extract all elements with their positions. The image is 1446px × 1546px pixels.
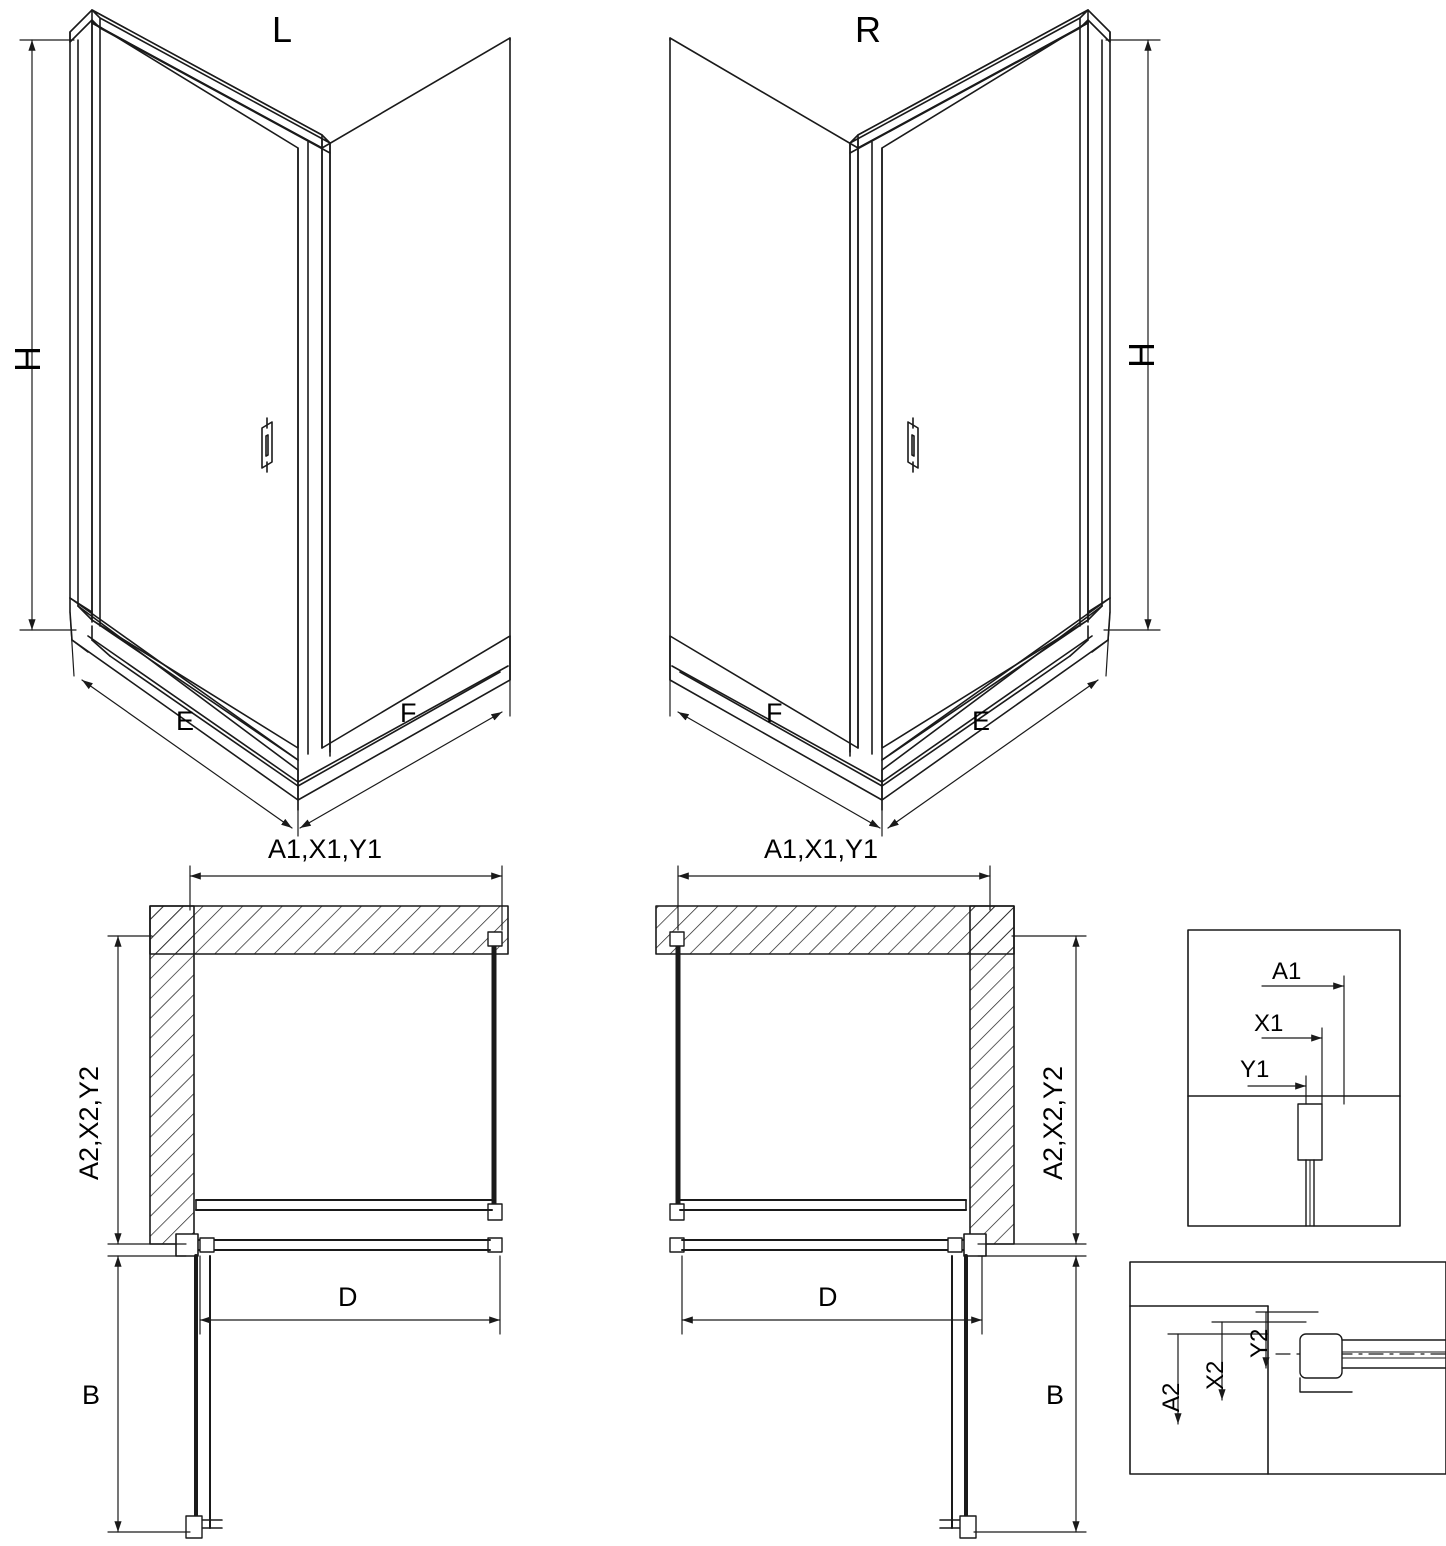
iso-left-variant-label: L [272, 9, 293, 50]
iso-left-geometry [70, 10, 510, 810]
detail-bottom-label-x2: X2 [1202, 1360, 1229, 1390]
iso-left-height-label: H [7, 346, 48, 372]
plan-left-inner-dimension-label: D [338, 1282, 358, 1312]
plan-right-inner-dimension-label: D [818, 1282, 838, 1312]
detail-top-label-y1: Y1 [1240, 1056, 1270, 1083]
plan-left-side-dimension-label: A2,X2,Y2 [74, 1065, 104, 1180]
plan-right-geometry [656, 906, 1014, 1538]
detail-bottom-geometry [1130, 1262, 1446, 1474]
iso-left-height-dimension [20, 40, 76, 630]
iso-right-label-e: E [972, 706, 991, 736]
iso-right-height-label: H [1121, 342, 1162, 368]
iso-left-label-f: F [400, 698, 417, 728]
iso-right-variant-label: R [855, 9, 881, 50]
iso-left-label-e: E [176, 706, 195, 736]
detail-bottom-label-y2: Y2 [1246, 1328, 1273, 1358]
iso-right-label-f: F [766, 698, 783, 728]
plan-left-door-swing-label: B [82, 1380, 101, 1410]
iso-right-height-dimension [1104, 40, 1160, 630]
plan-right-top-dimension-label: A1,X1,Y1 [764, 834, 879, 864]
iso-right-geometry [670, 10, 1110, 810]
detail-bottom-label-a2: A2 [1158, 1382, 1185, 1412]
detail-top-label-x1: X1 [1254, 1010, 1284, 1037]
plan-left-top-dimension-label: A1,X1,Y1 [268, 834, 383, 864]
plan-right-side-dimension-label: A2,X2,Y2 [1038, 1065, 1068, 1180]
plan-left-geometry [150, 906, 508, 1538]
detail-top-label-a1: A1 [1272, 958, 1302, 985]
plan-right-door-swing-label: B [1046, 1380, 1065, 1410]
